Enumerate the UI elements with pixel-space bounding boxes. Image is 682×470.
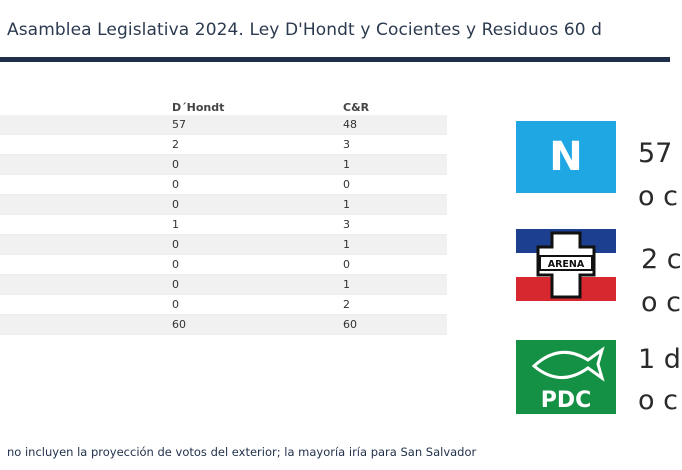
table-row xyxy=(0,135,447,155)
header-dhondt: D´Hondt xyxy=(172,100,225,114)
cell-dhondt: 0 xyxy=(172,175,343,195)
pdc-logo-text: PDC xyxy=(540,388,592,413)
title-divider xyxy=(0,57,670,62)
cell-cr: 1 xyxy=(343,195,447,215)
table-header-row xyxy=(0,99,447,115)
cell-cr: 2 xyxy=(343,295,447,315)
arena-logo xyxy=(516,229,616,301)
cell-party xyxy=(0,235,172,255)
cell-dhondt: 0 xyxy=(172,295,343,315)
table-row xyxy=(0,195,447,215)
cell-party xyxy=(0,175,172,195)
table-row xyxy=(0,215,447,235)
chart-title: Asamblea Legislativa 2024. Ley D'Hondt y Cocientes y Residuos 60 d xyxy=(7,20,603,40)
cell-party xyxy=(0,255,172,275)
cell-dhondt: 57 xyxy=(172,115,343,135)
nuevas-ideas-letter: N xyxy=(549,134,583,180)
cell-cr: 48 xyxy=(343,115,447,135)
cell-dhondt: 60 xyxy=(172,315,343,335)
table-row xyxy=(0,155,447,175)
cell-dhondt: 0 xyxy=(172,155,343,175)
header-cr: C&R xyxy=(343,100,370,114)
cell-party xyxy=(0,135,172,155)
arena-logo-text: ARENA xyxy=(547,259,585,270)
cell-dhondt: 0 xyxy=(172,195,343,215)
cell-party xyxy=(0,295,172,315)
cell-cr: 1 xyxy=(343,235,447,255)
cell-cr: 60 xyxy=(343,315,447,335)
table-row xyxy=(0,255,447,275)
side-text-line: 1 d xyxy=(638,344,681,375)
header-party xyxy=(0,99,172,115)
table-row xyxy=(0,175,447,195)
side-text-line: 2 c xyxy=(641,244,682,275)
side-text-line: 57 xyxy=(638,138,673,169)
table-row xyxy=(0,275,447,295)
cell-dhondt: 1 xyxy=(172,215,343,235)
cell-party xyxy=(0,315,172,335)
cell-dhondt: 0 xyxy=(172,255,343,275)
cell-cr: 1 xyxy=(343,275,447,295)
cell-dhondt: 0 xyxy=(172,275,343,295)
cell-cr: 0 xyxy=(343,175,447,195)
side-text-line: o c xyxy=(638,181,678,212)
cell-cr: 1 xyxy=(343,155,447,175)
footnote: no incluyen la proyección de votos del exterior; la mayoría iría para San Salvador xyxy=(7,445,477,459)
table-row xyxy=(0,295,447,315)
cell-dhondt: 2 xyxy=(172,135,343,155)
nuevas-ideas-logo xyxy=(516,121,616,193)
cell-party xyxy=(0,215,172,235)
arena-flag-icon xyxy=(516,229,616,301)
cell-cr: 3 xyxy=(343,215,447,235)
cell-party xyxy=(0,155,172,175)
fish-icon xyxy=(516,340,616,414)
side-text-line: o c xyxy=(641,287,681,318)
table-row xyxy=(0,235,447,255)
pdc-logo xyxy=(516,340,616,414)
seat-table xyxy=(0,99,447,335)
table-row xyxy=(0,115,447,135)
cell-dhondt: 0 xyxy=(172,235,343,255)
table-row-total xyxy=(0,315,447,335)
cell-party xyxy=(0,115,172,135)
cell-cr: 3 xyxy=(343,135,447,155)
cell-party xyxy=(0,195,172,215)
side-text-line: o c xyxy=(638,385,678,416)
cell-party xyxy=(0,275,172,295)
cell-cr: 0 xyxy=(343,255,447,275)
